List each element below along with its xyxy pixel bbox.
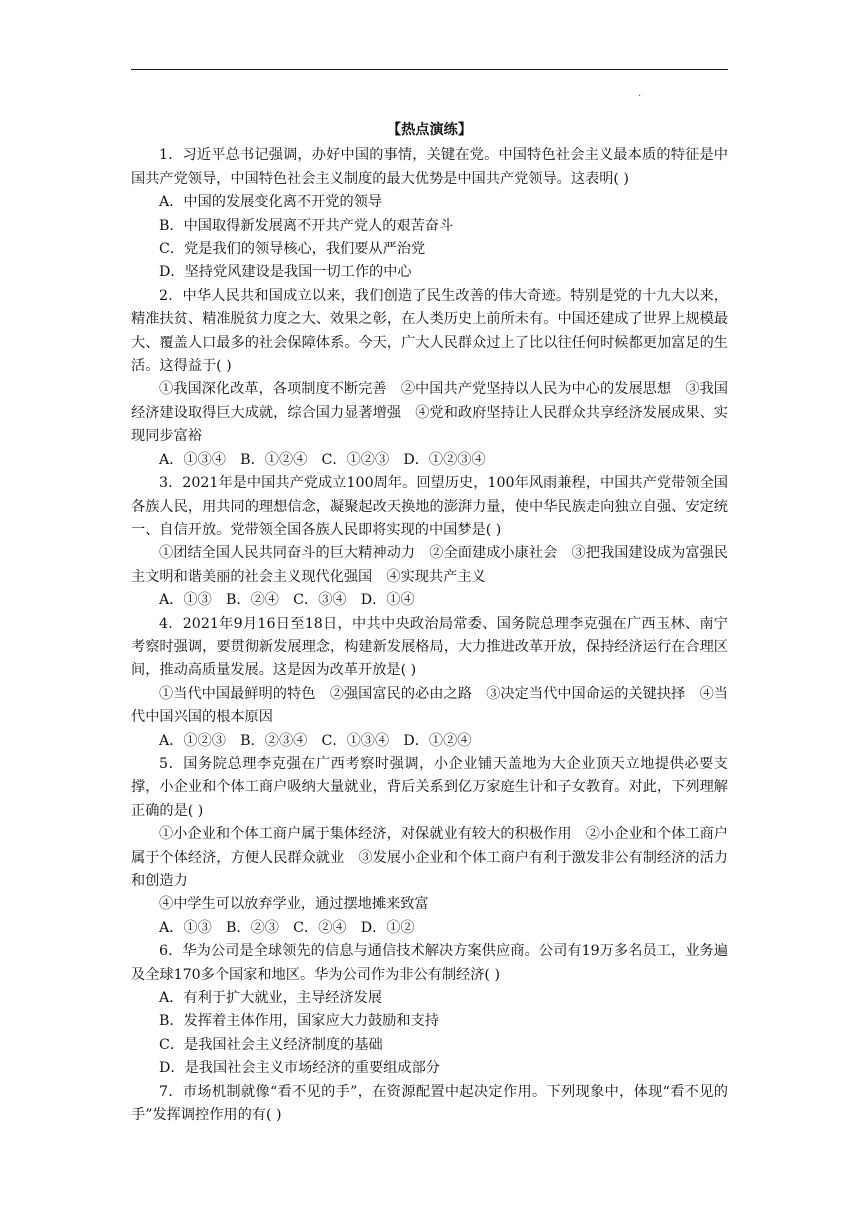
section-heading: 【热点演练】 <box>386 122 473 138</box>
question-6-option-a: A．有利于扩大就业，主导经济发展 <box>159 990 383 1007</box>
header-rule <box>131 69 728 70</box>
question-5-statement-4: ④中学生可以放弃学业，通过摆地摊来致富 <box>159 896 429 913</box>
question-1-option-d: D．坚持党风建设是我国一切工作的中心 <box>159 264 412 281</box>
question-5-statements: ①小企业和个体工商户属于集体经济，对保就业有较大的积极作用 ②小企业和个体工商户属于个体经济，方便人民群众就业 ③发展小企业和个体工商户有利于激发非公有制经济的活力和创造力 <box>131 826 728 889</box>
question-4-statements: ①当代中国最鲜明的特色 ②强国富民的必由之路 ③决定当代中国命运的关键抉择 ④当代中国兴国的根本原因 <box>131 685 728 726</box>
question-2-statements: ①我国深化改革，各项制度不断完善 ②中国共产党坚持以人民为中心的发展思想 ③我国经济建设取得巨大成就，综合国力显著增强 ④党和政府坚持让人民群众共享经济发展成果、实现同步富裕 <box>131 381 728 445</box>
question-1-option-b: B．中国取得新发展离不开共产党人的艰苦奋斗 <box>159 217 454 234</box>
question-7-stem: 7．市场机制就像“看不见的手”，在资源配置中起决定作用。下列现象中，体现“看不见的手”发挥调控作用的有( ) <box>131 1083 728 1124</box>
question-4-choices: A．①②③ B．②③④ C．①③④ D．①②④ <box>159 732 472 749</box>
question-1-option-a: A．中国的发展变化离不开党的领导 <box>159 194 383 211</box>
question-6-stem: 6．华为公司是全球领先的信息与通信技术解决方案供应商。公司有19万多名员工，业务遍及全球170多个国家和地区。华为公司作为非公有制经济( ) <box>131 943 728 983</box>
question-6-option-c: C．是我国社会主义经济制度的基础 <box>159 1036 383 1053</box>
question-1-option-c: C．党是我们的领导核心，我们要从严治党 <box>159 241 426 258</box>
question-1-stem: 1．习近平总书记强调，办好中国的事情，关键在党。中国特色社会主义最本质的特征是中国共产党领导，中国特色社会主义制度的最大优势是中国共产党领导。这表明( ) <box>131 147 728 187</box>
question-4-stem: 4．2021年9月16日至18日，中共中央政治局常委、国务院总理李克强在广西玉林、南宁考察时强调，要贯彻新发展理念，构建新发展格局，大力推进改革开放，保持经济运行在合理区间，推动高质量发展。这是因为改革开放是( ) <box>131 615 728 679</box>
question-6-option-d: D．是我国社会主义市场经济的重要组成部分 <box>159 1060 440 1077</box>
document-body <box>131 115 728 1127</box>
question-3-statements: ①团结全国人民共同奋斗的巨大精神动力 ②全面建成小康社会 ③把我国建设成为富强民主文明和谐美丽的社会主义现代化强国 ④实现共产主义 <box>131 545 728 585</box>
question-5-stem: 5．国务院总理李克强在广西考察时强调，小企业铺天盖地为大企业顶天立地提供必要支撑，小企业和个体工商户吸纳大量就业，背后关系到亿万家庭生计和子女教育。对此，下列理解正确的是( ) <box>131 755 728 819</box>
question-3-stem: 3．2021年是中国共产党成立100周年。回望历史，100年风雨兼程，中国共产党带领全国各族人民，用共同的理想信念，凝聚起改天换地的澎湃力量，使中华民族走向独立自强、安定统一、自信开放。党带领全国各族人民即将实现的中国梦是( ) <box>131 475 728 538</box>
question-5-choices: A．①③ B．②③ C．②④ D．①② <box>159 919 415 936</box>
question-3-choices: A．①③ B．②④ C．③④ D．①④ <box>159 592 415 609</box>
question-2-choices: A．①③④ B．①②④ C．①②③ D．①②③④ <box>159 451 486 468</box>
question-2-stem: 2．中华人民共和国成立以来，我们创造了民生改善的伟大奇迹。特别是党的十九大以来，精准扶贫、精准脱贫力度之大、效果之彰，在人类历史上前所未有。中国还建成了世界上规模最大、覆盖人口最多的社会保障体系。今天，广大人民群众过上了比以往任何时候都更加富足的生活。这得益于( ) <box>131 287 728 375</box>
header-dot: . <box>638 88 642 99</box>
question-6-option-b: B．发挥着主体作用，国家应大力鼓励和支持 <box>159 1013 439 1030</box>
